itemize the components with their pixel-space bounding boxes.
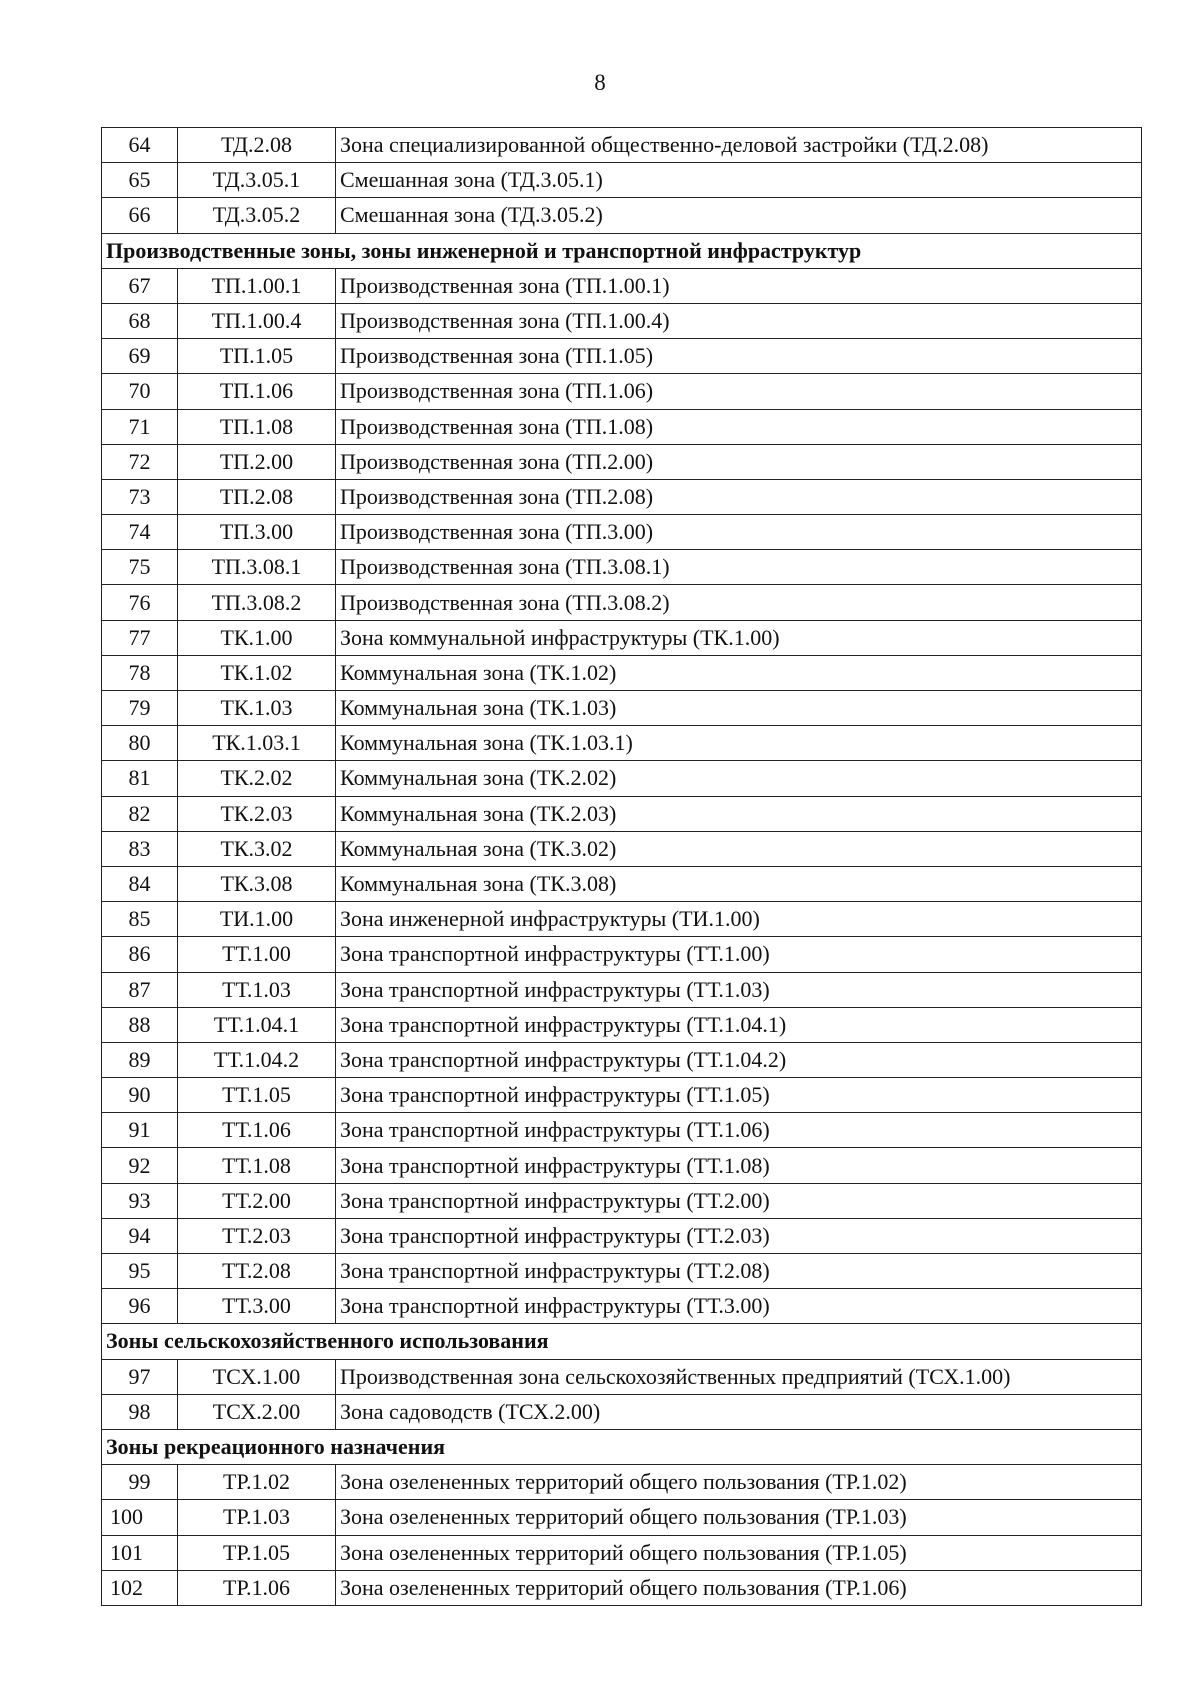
zone-name-cell: Производственная зона (ТП.3.08.1) — [336, 550, 1142, 585]
zone-code-cell: ТД.3.05.1 — [178, 163, 336, 198]
zone-name-cell: Зона транспортной инфраструктуры (ТТ.1.03) — [336, 972, 1142, 1007]
table-row — [102, 268, 1142, 303]
row-number-cell: 68 — [102, 303, 178, 338]
zone-code-cell: ТК.1.03 — [178, 691, 336, 726]
table-row — [102, 585, 1142, 620]
zone-name-cell: Зона транспортной инфраструктуры (ТТ.1.04.1) — [336, 1007, 1142, 1042]
zone-code-cell: ТК.1.00 — [178, 620, 336, 655]
row-number-cell: 92 — [102, 1148, 178, 1183]
zone-code-cell: ТТ.1.00 — [178, 937, 336, 972]
row-number-cell: 87 — [102, 972, 178, 1007]
table-row — [102, 1007, 1142, 1042]
table-row — [102, 1535, 1142, 1570]
zone-code-cell: ТСХ.1.00 — [178, 1359, 336, 1394]
row-number-cell: 70 — [102, 374, 178, 409]
zone-code-cell: ТП.1.00.4 — [178, 303, 336, 338]
table-row — [102, 1113, 1142, 1148]
zone-code-cell: ТР.1.06 — [178, 1570, 336, 1605]
zone-code-cell: ТТ.1.04.1 — [178, 1007, 336, 1042]
zone-code-cell: ТТ.1.06 — [178, 1113, 336, 1148]
zone-code-cell: ТП.1.08 — [178, 409, 336, 444]
row-number-cell: 100 — [102, 1500, 178, 1535]
zone-name-cell: Зона инженерной инфраструктуры (ТИ.1.00) — [336, 902, 1142, 937]
row-number-cell: 72 — [102, 444, 178, 479]
zone-name-cell: Производственная зона (ТП.1.00.1) — [336, 268, 1142, 303]
zones-table-body — [102, 128, 1142, 1606]
row-number-cell: 85 — [102, 902, 178, 937]
row-number-cell: 101 — [102, 1535, 178, 1570]
zone-code-cell: ТК.2.03 — [178, 796, 336, 831]
zone-code-cell: ТП.1.05 — [178, 339, 336, 374]
table-row — [102, 1183, 1142, 1218]
table-row — [102, 198, 1142, 233]
row-number-cell: 102 — [102, 1570, 178, 1605]
zone-name-cell: Зона транспортной инфраструктуры (ТТ.2.03) — [336, 1218, 1142, 1253]
row-number-cell: 79 — [102, 691, 178, 726]
table-row — [102, 831, 1142, 866]
zone-code-cell: ТК.3.08 — [178, 866, 336, 901]
row-number-cell: 80 — [102, 726, 178, 761]
row-number-cell: 81 — [102, 761, 178, 796]
table-row — [102, 866, 1142, 901]
zone-name-cell: Коммунальная зона (ТК.2.03) — [336, 796, 1142, 831]
zone-code-cell: ТТ.1.04.2 — [178, 1042, 336, 1077]
zone-name-cell: Производственная зона (ТП.3.00) — [336, 515, 1142, 550]
page-number: 8 — [594, 70, 606, 95]
zone-name-cell: Производственная зона сельскохозяйственных предприятий (ТСХ.1.00) — [336, 1359, 1142, 1394]
row-number-cell: 65 — [102, 163, 178, 198]
section-header-row — [102, 233, 1142, 268]
section-title: Зоны рекреационного назначения — [102, 1429, 1142, 1464]
row-number-cell: 94 — [102, 1218, 178, 1253]
zone-code-cell: ТД.3.05.2 — [178, 198, 336, 233]
zone-name-cell: Зона озелененных территорий общего пользования (ТР.1.02) — [336, 1465, 1142, 1500]
zone-name-cell: Смешанная зона (ТД.3.05.2) — [336, 198, 1142, 233]
zone-code-cell: ТК.2.02 — [178, 761, 336, 796]
zone-name-cell: Зона транспортной инфраструктуры (ТТ.1.00) — [336, 937, 1142, 972]
table-row — [102, 374, 1142, 409]
table-row — [102, 1394, 1142, 1429]
row-number-cell: 73 — [102, 479, 178, 514]
row-number-cell: 84 — [102, 866, 178, 901]
zone-name-cell: Производственная зона (ТП.1.08) — [336, 409, 1142, 444]
zone-code-cell: ТИ.1.00 — [178, 902, 336, 937]
zone-code-cell: ТП.3.00 — [178, 515, 336, 550]
zone-code-cell: ТТ.1.08 — [178, 1148, 336, 1183]
row-number-cell: 69 — [102, 339, 178, 374]
table-row — [102, 515, 1142, 550]
zone-code-cell: ТК.1.03.1 — [178, 726, 336, 761]
zone-name-cell: Зона садоводств (ТСХ.2.00) — [336, 1394, 1142, 1429]
table-row — [102, 303, 1142, 338]
row-number-cell: 77 — [102, 620, 178, 655]
row-number-cell: 93 — [102, 1183, 178, 1218]
zone-name-cell: Зона транспортной инфраструктуры (ТТ.2.08) — [336, 1254, 1142, 1289]
zone-name-cell: Зона транспортной инфраструктуры (ТТ.1.06) — [336, 1113, 1142, 1148]
table-row — [102, 1570, 1142, 1605]
row-number-cell: 99 — [102, 1465, 178, 1500]
zones-table — [101, 127, 1142, 1606]
zone-name-cell: Коммунальная зона (ТК.2.02) — [336, 761, 1142, 796]
zone-name-cell: Коммунальная зона (ТК.3.08) — [336, 866, 1142, 901]
table-row — [102, 1289, 1142, 1324]
zone-name-cell: Зона транспортной инфраструктуры (ТТ.1.08) — [336, 1148, 1142, 1183]
zone-code-cell: ТП.3.08.2 — [178, 585, 336, 620]
table-row — [102, 1078, 1142, 1113]
zone-name-cell: Зона озелененных территорий общего пользования (ТР.1.06) — [336, 1570, 1142, 1605]
row-number-cell: 97 — [102, 1359, 178, 1394]
zone-name-cell: Производственная зона (ТП.1.06) — [336, 374, 1142, 409]
table-row — [102, 796, 1142, 831]
table-row — [102, 479, 1142, 514]
row-number-cell: 74 — [102, 515, 178, 550]
row-number-cell: 64 — [102, 128, 178, 163]
zone-name-cell: Коммунальная зона (ТК.3.02) — [336, 831, 1142, 866]
section-title: Зоны сельскохозяйственного использования — [102, 1324, 1142, 1359]
table-row — [102, 937, 1142, 972]
zone-name-cell: Зона озелененных территорий общего пользования (ТР.1.03) — [336, 1500, 1142, 1535]
zone-name-cell: Производственная зона (ТП.1.05) — [336, 339, 1142, 374]
row-number-cell: 95 — [102, 1254, 178, 1289]
zone-code-cell: ТП.2.00 — [178, 444, 336, 479]
table-row — [102, 163, 1142, 198]
zone-code-cell: ТД.2.08 — [178, 128, 336, 163]
table-row — [102, 1465, 1142, 1500]
zone-code-cell: ТК.3.02 — [178, 831, 336, 866]
zone-name-cell: Смешанная зона (ТД.3.05.1) — [336, 163, 1142, 198]
zone-name-cell: Коммунальная зона (ТК.1.03.1) — [336, 726, 1142, 761]
zone-code-cell: ТП.2.08 — [178, 479, 336, 514]
zone-code-cell: ТТ.3.00 — [178, 1289, 336, 1324]
row-number-cell: 98 — [102, 1394, 178, 1429]
table-row — [102, 1148, 1142, 1183]
row-number-cell: 67 — [102, 268, 178, 303]
table-row — [102, 726, 1142, 761]
row-number-cell: 78 — [102, 655, 178, 690]
zone-code-cell: ТТ.1.03 — [178, 972, 336, 1007]
zone-name-cell: Зона транспортной инфраструктуры (ТТ.1.05) — [336, 1078, 1142, 1113]
zone-name-cell: Зона озелененных территорий общего пользования (ТР.1.05) — [336, 1535, 1142, 1570]
section-title: Производственные зоны, зоны инженерной и транспортной инфраструктур — [102, 233, 1142, 268]
table-row — [102, 691, 1142, 726]
zone-code-cell: ТТ.2.08 — [178, 1254, 336, 1289]
table-row — [102, 1254, 1142, 1289]
zone-code-cell: ТТ.2.00 — [178, 1183, 336, 1218]
row-number-cell: 89 — [102, 1042, 178, 1077]
zone-code-cell: ТСХ.2.00 — [178, 1394, 336, 1429]
zone-name-cell: Зона транспортной инфраструктуры (ТТ.1.04.2) — [336, 1042, 1142, 1077]
zone-code-cell: ТР.1.02 — [178, 1465, 336, 1500]
row-number-cell: 91 — [102, 1113, 178, 1148]
table-row — [102, 902, 1142, 937]
zone-code-cell: ТР.1.03 — [178, 1500, 336, 1535]
row-number-cell: 76 — [102, 585, 178, 620]
zone-code-cell: ТК.1.02 — [178, 655, 336, 690]
zone-name-cell: Зона транспортной инфраструктуры (ТТ.2.00) — [336, 1183, 1142, 1218]
zone-name-cell: Зона специализированной общественно-деловой застройки (ТД.2.08) — [336, 128, 1142, 163]
zone-name-cell: Производственная зона (ТП.3.08.2) — [336, 585, 1142, 620]
zone-name-cell: Зона коммунальной инфраструктуры (ТК.1.00) — [336, 620, 1142, 655]
table-row — [102, 409, 1142, 444]
table-row — [102, 620, 1142, 655]
row-number-cell: 96 — [102, 1289, 178, 1324]
row-number-cell: 90 — [102, 1078, 178, 1113]
row-number-cell: 88 — [102, 1007, 178, 1042]
zone-code-cell: ТТ.1.05 — [178, 1078, 336, 1113]
table-row — [102, 1042, 1142, 1077]
table-row — [102, 444, 1142, 479]
zone-name-cell: Зона транспортной инфраструктуры (ТТ.3.00) — [336, 1289, 1142, 1324]
row-number-cell: 86 — [102, 937, 178, 972]
section-header-row — [102, 1429, 1142, 1464]
table-row — [102, 1500, 1142, 1535]
zone-code-cell: ТП.1.00.1 — [178, 268, 336, 303]
table-row — [102, 1218, 1142, 1253]
zone-code-cell: ТР.1.05 — [178, 1535, 336, 1570]
row-number-cell: 66 — [102, 198, 178, 233]
zone-name-cell: Производственная зона (ТП.1.00.4) — [336, 303, 1142, 338]
table-row — [102, 972, 1142, 1007]
table-row — [102, 655, 1142, 690]
table-row — [102, 761, 1142, 796]
zone-name-cell: Коммунальная зона (ТК.1.02) — [336, 655, 1142, 690]
zone-name-cell: Производственная зона (ТП.2.00) — [336, 444, 1142, 479]
zone-code-cell: ТП.1.06 — [178, 374, 336, 409]
row-number-cell: 82 — [102, 796, 178, 831]
zone-name-cell: Производственная зона (ТП.2.08) — [336, 479, 1142, 514]
zone-code-cell: ТТ.2.03 — [178, 1218, 336, 1253]
row-number-cell: 71 — [102, 409, 178, 444]
zone-name-cell: Коммунальная зона (ТК.1.03) — [336, 691, 1142, 726]
row-number-cell: 75 — [102, 550, 178, 585]
table-row — [102, 550, 1142, 585]
row-number-cell: 83 — [102, 831, 178, 866]
table-row — [102, 1359, 1142, 1394]
table-row — [102, 128, 1142, 163]
zone-code-cell: ТП.3.08.1 — [178, 550, 336, 585]
table-row — [102, 339, 1142, 374]
section-header-row — [102, 1324, 1142, 1359]
